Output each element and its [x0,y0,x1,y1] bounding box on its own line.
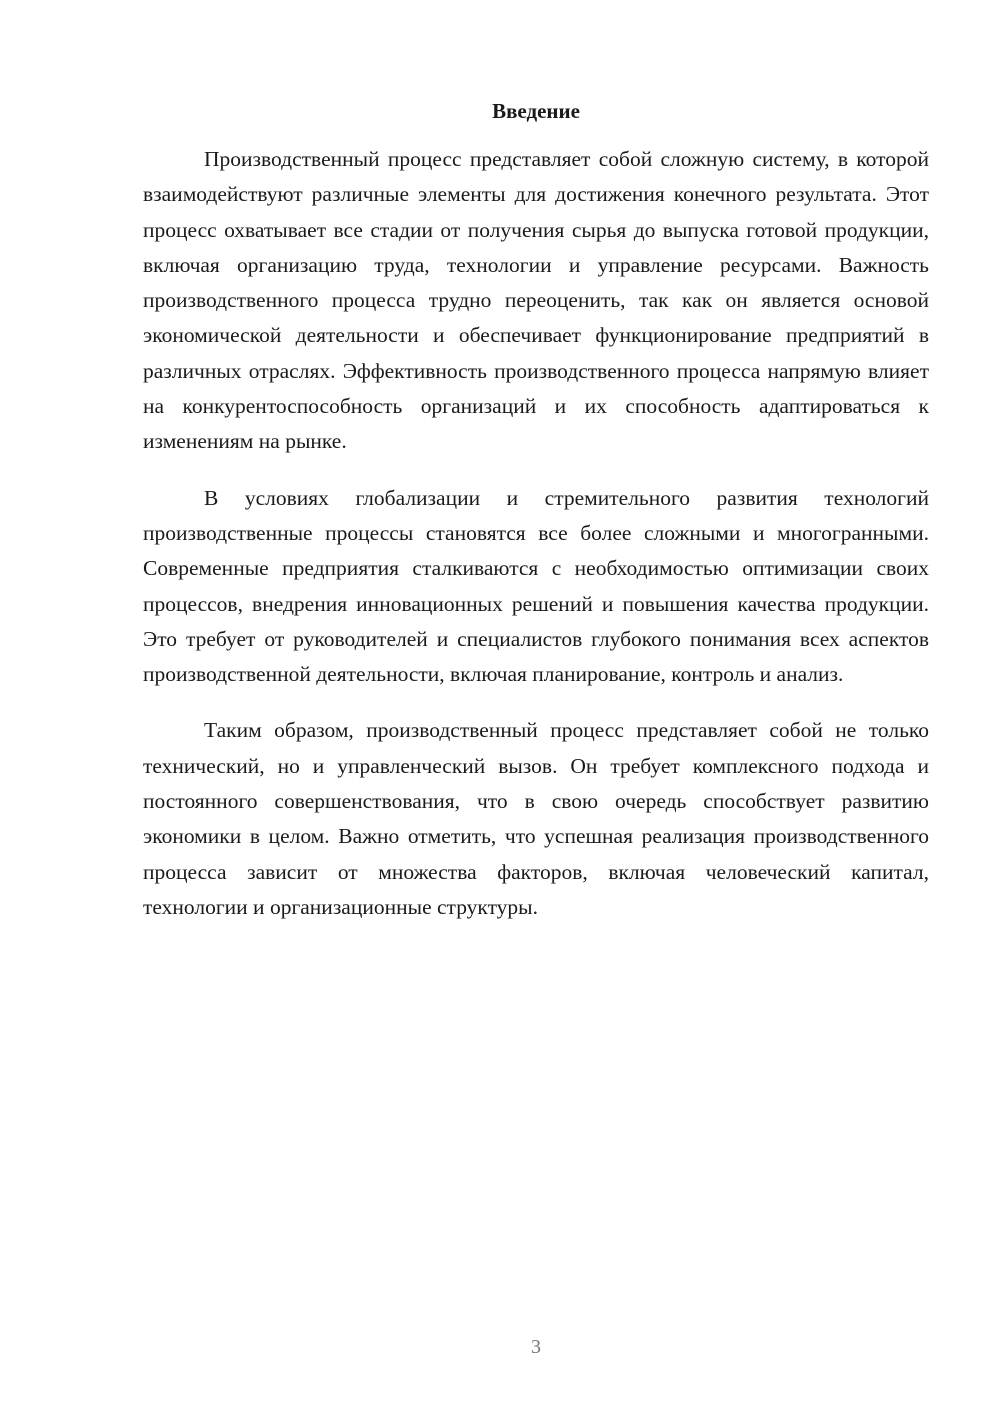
paragraph-1: Производственный процесс представляет собой сложную систему, в которой взаимодействуют различные элементы для достижения конечного результата. Этот процесс охватывает все стадии от получения сырья до выпуска готовой продукции, включая организацию труда, технологии и управление ресурсами. Важность производственного процесса трудно переоценить, так как он является основой экономической деятельности и обеспечивает функционирование предприятий в различных отраслях. Эффективность производственного процесса напрямую влияет на конкурентоспособность организаций и их способность адаптироваться к изменениям на рынке. [143,147,929,454]
page-number: 3 [531,1336,541,1358]
paragraph-2: В условиях глобализации и стремительного развития технологий производственные процессы становятся все более сложными и многогранными. Современные предприятия сталкиваются с необходимостью оптимизации своих процессов, внедрения инновационных решений и повышения качества продукции. Это требует от руководителей и специалистов глубокого понимания всех аспектов производственной деятельности, включая планирование, контроль и анализ. [143,485,929,687]
paragraph-3: Таким образом, производственный процесс представляет собой не только технический, но и управленческий вызов. Он требует комплексного подхода и постоянного совершенствования, что в свою очередь способствует развитию экономики в целом. Важно отметить, что успешная реализация производственного процесса зависит от множества факторов, включая человеческий капитал, технологии и организационные структуры. [143,718,929,919]
document-body [143,142,929,946]
section-title: Введение [492,99,580,123]
